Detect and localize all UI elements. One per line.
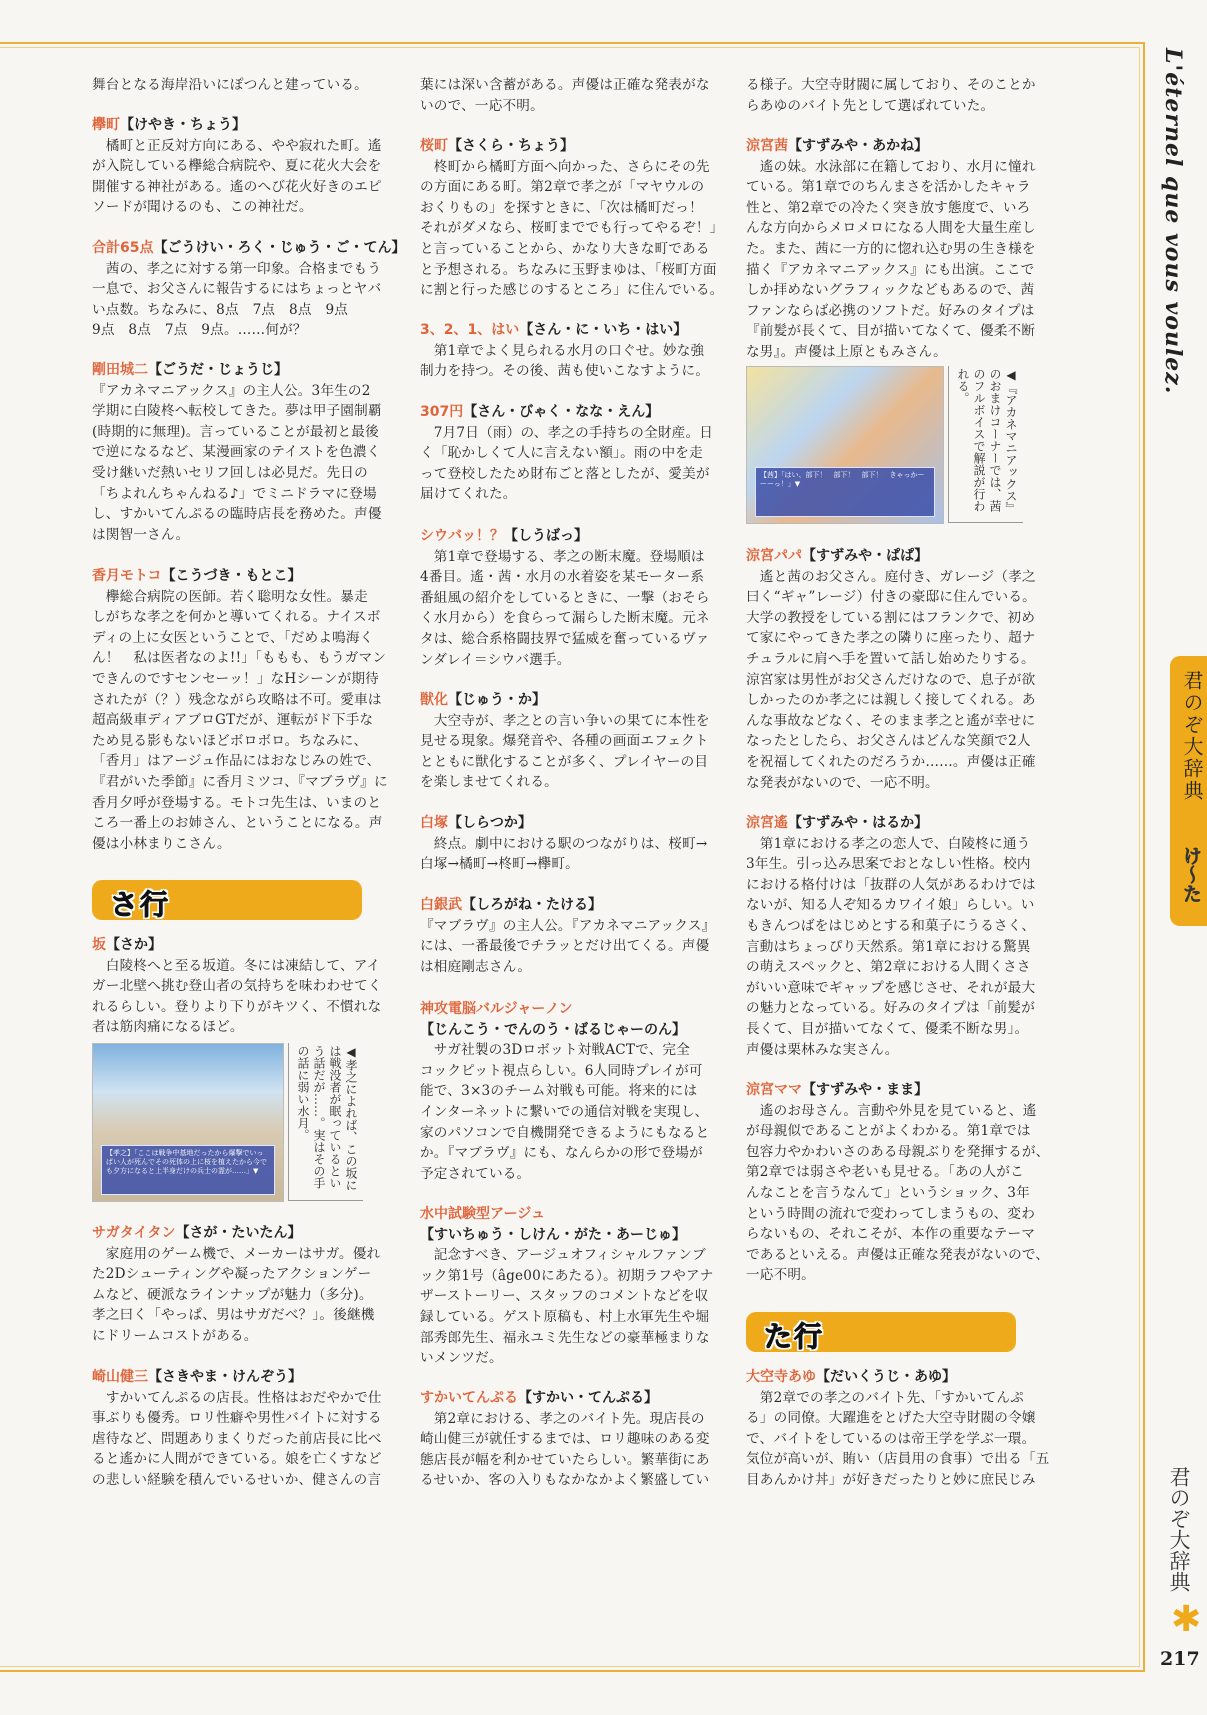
body-text-line: 虐待など、問題ありまくりだった前店長に比べ [92, 1430, 382, 1447]
entry-title: 3、2、1、はい [420, 322, 520, 338]
entry-heading [746, 1367, 1036, 1388]
entry-heading [92, 935, 382, 956]
entry-title: サガタイタン [92, 1225, 176, 1241]
entry-reading: 【さが・たいたん】 [175, 1225, 302, 1241]
entry-title: シウバッ！？ [420, 528, 504, 544]
entry-title: 合計65点 [92, 240, 154, 256]
dictionary-entry [92, 115, 382, 218]
dictionary-entry [92, 1223, 382, 1347]
body-text-line: 制力を持つ。その後、茜も使いこなすように。 [420, 363, 710, 380]
body-text-line: 番組風の紹介をしているときに、一撃（おそら [420, 589, 710, 606]
body-text-line: は相庭剛志さん。 [420, 958, 532, 975]
entry-reading: 【じゅう・か】 [448, 692, 546, 708]
entry-title: 涼宮茜 [746, 138, 788, 154]
entry-reading: 【さん・びゃく・なな・えん】 [463, 404, 660, 420]
body-text-line: い点数。ちなみに、8点 7点 8点 9点 [92, 301, 349, 318]
entry-heading [92, 115, 382, 136]
dictionary-entry [746, 813, 1036, 1060]
entry-reading: 【すずみや・ぱぱ】 [802, 548, 929, 564]
tab-title: 君のぞ大辞典 [1180, 670, 1204, 802]
body-text-line: の魅力となっている。好みのタイプは「前髪が [746, 1000, 1035, 1017]
body-text-line: を祝福してくれたのだろうか……。声優は正確 [746, 753, 1036, 770]
entry-reading: 【すずみや・まま】 [802, 1082, 929, 1098]
body-text-line: 第1章における孝之の恋人で、白陵柊に通う [746, 835, 1031, 852]
entry-reading-line [420, 1225, 710, 1246]
body-text-line: いので、一応不明。 [420, 97, 544, 114]
body-text-line: 『君がいた季節』に香月ミツコ、『マブラヴ』に [92, 773, 388, 790]
body-text-line: 欅総合病院の医師。若く聡明な女性。暴走 [92, 588, 368, 605]
body-text-line: ると遙かに人間ができている。娘を亡くすなど [92, 1451, 382, 1468]
body-text-line: し、すかいてんぷるの臨時店長を務めた。声優 [92, 506, 382, 523]
body-text-line: しか拝めないグラフィックなどもあるので、茜 [746, 282, 1035, 299]
footer-title: 君のぞ大辞典 [1167, 1466, 1191, 1592]
entry-heading [92, 238, 406, 259]
entry-title: 水中試験型アージュ [420, 1206, 546, 1222]
entry-title: 涼宮ママ [746, 1082, 802, 1098]
entry-title: 坂 [92, 937, 106, 953]
column-left [92, 0, 406, 1488]
body-text-line: 予定されている。 [420, 1165, 531, 1182]
entry-reading: 【けやき・ちょう】 [120, 117, 246, 133]
body-text-line: タは、総合系格闘技界で猛威を奮っているヴァ [420, 630, 710, 647]
entry-heading [420, 320, 710, 341]
body-text-line: で、バイトをしているのは帝王学を学ぶ一環。 [746, 1430, 1036, 1447]
dictionary-entry [420, 690, 710, 793]
body-text-line: れるらしい。登りより下りがキツく、不慣れな [92, 998, 382, 1015]
dialogue-box: 【茜】「はい、部下！ 部下！ 部下！ きゃっかーーーっ！」▼ [755, 467, 935, 517]
body-text-line: く「恥かしくて人に言えない額」。雨の中を走 [420, 445, 703, 462]
entry-heading [420, 526, 710, 547]
body-text-line: チュラルに肩へ手を置いて話し始めたりする。 [746, 650, 1035, 667]
body-text-line: 「ちよれんちゃんねる♪」でミニドラマに登場 [92, 485, 377, 502]
body-text-line: であるといえる。声優は正確な発表がないので、 [746, 1246, 1050, 1263]
entry-heading [746, 546, 1036, 567]
body-text-line: ック第1号（âge00にあたる）。初期ラフやアナ [420, 1267, 714, 1284]
body-text-line: ん！ 私は医者なのよ!!」「ももも、もうガマン [92, 650, 387, 667]
column-right [746, 0, 1050, 1488]
entry-title: 剛田城二 [92, 362, 148, 378]
body-text-line: 遙の妹。水泳部に在籍しており、水月に憧れ [746, 158, 1036, 175]
body-text-line: 描く『アカネマニアックス』にも出演。ここで [746, 261, 1035, 278]
entry-reading: 【さん・に・いち・はい】 [519, 322, 688, 338]
body-text-line: 7月7日（雨）の、孝之の手持ちの全財産。日 [420, 424, 714, 441]
entry-title: 涼宮遙 [746, 815, 788, 831]
body-text-line: 届けてくれた。 [420, 486, 517, 503]
body-text-line: しかったのか孝之には親しく接してくれる。あ [746, 692, 1036, 709]
body-text-line: 気位が高いが、賄い（店員用の食事）で出る「五 [746, 1451, 1050, 1468]
entry-heading [92, 360, 382, 381]
entry-title: 崎山健三 [92, 1369, 148, 1385]
body-text-line: 遙のお母さん。言動や外見を見ていると、遙 [746, 1102, 1037, 1119]
body-text-line: ファンならば必携のソフトだ。好みのタイプは [746, 302, 1035, 319]
dictionary-entry [92, 566, 388, 854]
body-text-line: の悲しい経験を積んでいるせいか、健さんの言 [92, 1471, 382, 1488]
body-text-line: んな事故などなく、そのまま孝之と遙が幸せに [746, 712, 1036, 729]
page-number: 217 [1160, 1648, 1200, 1670]
entry-heading [92, 1223, 382, 1244]
entry-title: 涼宮パパ [746, 548, 802, 564]
body-text-line: しがちな孝之を何かと導いてくれる。ナイスボ [92, 609, 381, 626]
body-text-line: 能で、3×3のチーム対戦も可能。将来的には [420, 1083, 698, 1100]
entry-reading: 【すかい・てんぷる】 [518, 1390, 658, 1406]
figure-caption: ◀『アカネマニアックス』のおまけコーナーでは、茜のフルボイスで解説が行われる。 [948, 366, 1023, 523]
dictionary-entry [420, 526, 710, 670]
body-text-line: 記念すべき、アージュオフィシャルファンブ [420, 1247, 706, 1264]
entry-reading: 【だいくうじ・あゆ】 [816, 1369, 956, 1385]
body-text-line: た2Dシューティングや凝ったアクションゲー [92, 1266, 372, 1283]
body-text-line: 4番目。遙・茜・水月の水着姿を某モーター系 [420, 569, 705, 586]
body-text-line: ないが、知る人ぞ知るカワイイ娘」らしい。い [746, 897, 1035, 914]
dictionary-entry [420, 136, 724, 301]
body-text-line: って登校したため財布ごと落としたが、愛美が [420, 465, 710, 482]
entry-title: すかいてんぷる [420, 1390, 518, 1406]
body-text-line: には、一番最後でチラッとだけ出てくる。声優 [420, 938, 710, 955]
body-text-line: 崎山健三が就任するまでは、ロリ趣味のある変 [420, 1431, 710, 1448]
body-text-line: で逆になるなど、某漫画家のテイストを色濃く [92, 444, 381, 461]
entry-reading: 【すずみや・あかね】 [788, 138, 929, 154]
dictionary-entry [420, 1388, 710, 1491]
body-text-line: て家にやってきた孝之の隣りに座ったり、超ナ [746, 630, 1036, 647]
section-index-tab[interactable] [1170, 656, 1207, 926]
body-text-line: の方面にある町。第2章で孝之が「マヤウルの [420, 179, 705, 196]
body-text-line: 学期に白陵柊へ転校してきた。夢は甲子園制覇 [92, 403, 382, 420]
body-text-line: ガー北壁へ挑む登山者の気持ちを味わわせてく [92, 978, 382, 995]
body-text-line: 声優は栗林みな実さん。 [746, 1041, 899, 1058]
body-text-line: 態店長が幅を利かせていたらしい。繁華街にあ [420, 1451, 710, 1468]
entry-title: 大空寺あゆ [746, 1369, 816, 1385]
entry-title: 307円 [420, 404, 464, 420]
body-text-line: か。『マブラヴ』にも、なんらかの形で登場が [420, 1145, 703, 1162]
asterisk-icon: ✱ [1171, 1599, 1202, 1640]
body-text-line: く水月から）を食らって漏らした断末魔。元ネ [420, 610, 710, 627]
body-text-line: インターネットに繋いでの通信対戦を実現し、 [420, 1103, 709, 1120]
body-text-line: 性と、第2章での冷たく突き放す態度で、いろ [746, 199, 1031, 216]
entry-heading [92, 566, 382, 587]
body-text-line: 目あんかけ丼」が好きだったりと妙に庶民じみ [746, 1471, 1036, 1488]
body-text-line: んなことを言うなんて」というショック、3年 [746, 1184, 1030, 1201]
entry-heading [420, 402, 710, 423]
body-text-line: にドリームコストがある。 [92, 1327, 258, 1344]
body-text-line: ころ一番上のお姉さん、ということになる。声 [92, 815, 383, 832]
body-text-line: 第1章で登場する、孝之の断末魔。登場順は [420, 548, 705, 565]
body-text-line: サガ社製の3Dロボット対戦ACTで、完全 [420, 1042, 690, 1059]
body-text-line: (時期的に無理)。言っていることが最初と最後 [92, 423, 379, 440]
entry-reading-line [420, 1020, 710, 1041]
body-text-line: 9点 8点 7点 9点。……何が？ [92, 322, 307, 339]
body-text-line: 第2章では弱さや老いも見せる。「あの人がこ [746, 1164, 1024, 1181]
entry-reading: 【こうづき・もとこ】 [161, 568, 302, 584]
body-text-line: 『マブラヴ』の主人公。『アカネマニアックス』 [420, 917, 716, 934]
body-text-line: る」の同僚。大躍進をとげた大空寺財閥の令嬢 [746, 1410, 1036, 1427]
body-text-line: と言っていることから、かなり大きな町である [420, 240, 710, 257]
entry-reading: 【しろがね・たける】 [462, 897, 602, 913]
entry-heading [746, 1080, 1036, 1101]
body-text-line: 橘町と正反対方向にある、やや寂れた町。遙 [92, 137, 382, 154]
continued-text [746, 75, 1036, 116]
body-text-line: は関智一さん。 [92, 526, 190, 543]
body-text-line: 一応不明。 [746, 1267, 815, 1284]
body-text-line: なったとしたら、お父さんはどんな笑顔で2人 [746, 733, 1031, 750]
entry-heading [420, 690, 710, 711]
dictionary-entry [420, 895, 716, 977]
body-text-line: ため見る影もないほどボロボロ。ちなみに、 [92, 732, 368, 749]
body-text-line: 者は筋肉痛になるほど。 [92, 1019, 244, 1036]
body-text-line: 超高級車ディアブロGTだが、運転がド下手な [92, 712, 374, 729]
figure-caption: ◀孝之によれば、この坂には戦没者が眠っているという話だが……。実はその手の話に弱い水月。 [288, 1043, 363, 1201]
entry-heading [420, 895, 710, 916]
body-text-line: が入院している欅総合病院や、夏に花火大会を [92, 158, 382, 175]
body-text-line: ムなど、硬派なラインナップが魅力（多分)。 [92, 1286, 373, 1303]
entry-reading: 【さか】 [106, 937, 162, 953]
body-text-line: 『前髪が長くて、目が描いてなくて、優柔不断 [746, 323, 1036, 340]
entry-reading: 【じんこう・でんのう・ばるじゃーのん】 [420, 1021, 686, 1038]
body-text-line: 柊町から橘町方面へ向かった、さらにその先 [420, 158, 710, 175]
body-text-line: らないもの、それこそが、本作の重要なテーマ [746, 1226, 1036, 1243]
body-text-line: がいい意味でギャップを感じさせ、それが最大 [746, 979, 1036, 996]
body-text-line: 第2章における、孝之のバイト先。現店長の [420, 1410, 705, 1427]
dictionary-entry [92, 238, 406, 341]
body-text-line: ンダレイ＝シウバ選手。 [420, 651, 571, 668]
body-text-line: な男』。声優は上原ともみさん。 [746, 343, 947, 360]
body-text-line: それがダメなら、桜町まででも行ってやるぞ！」 [420, 220, 724, 237]
entry-reading: 【さくら・ちょう】 [448, 138, 574, 154]
body-text-line: 遙と茜のお父さん。庭付き、ガレージ（孝之 [746, 568, 1036, 585]
body-text-line: 孝之曰く「やっぱ、男はサガだべ？」。後継機 [92, 1307, 375, 1324]
body-text-line: における格付けは「抜群の人気があるわけでは [746, 876, 1036, 893]
body-text-line: 香月夕呼が登場する。モトコ先生は、いまのと [92, 794, 382, 811]
entry-heading [420, 1204, 710, 1225]
body-text-line: 事ぶりも優秀。ロリ性癖や男性バイトに対する [92, 1410, 382, 1427]
body-text-line: 第2章での孝之のバイト先、「すかいてんぷ [746, 1389, 1024, 1406]
dictionary-entry [420, 813, 710, 875]
body-text-line: 見せる現象。爆発音や、各種の画面エフェクト [420, 733, 709, 750]
dictionary-entry [746, 1080, 1050, 1286]
body-text-line: 開催する神社がある。遙のへび花火好きのエピ [92, 178, 382, 195]
entry-reading: 【ごうけい・ろく・じゅう・ご・てん】 [153, 240, 406, 256]
body-text-line: と予想される。ちなみに玉野まゆは、「桜町方面 [420, 261, 717, 278]
body-text-line: 家のパソコンで自機開発できるようにもなると [420, 1124, 710, 1141]
body-text-line: 家庭用のゲーム機で、メーカーはサガ。優れ [92, 1245, 381, 1262]
tab-range: け〜た [1180, 846, 1202, 903]
body-text-line: 涼宮家は男性がお父さんだけなので、息子が欲 [746, 671, 1036, 688]
body-text-line: 録している。ゲスト原稿も、村上水軍先生や堀 [420, 1308, 710, 1325]
body-text-line: 大空寺が、孝之との言い争いの果てに本性を [420, 712, 710, 729]
entry-heading [420, 136, 710, 157]
body-text-line: ザーストーリー、スタッフのコメントなどを収 [420, 1288, 709, 1305]
body-text-line: ソードが聞けるのも、この神社だ。 [92, 199, 313, 216]
body-text-line: 受け継いだ熱いセリフ回しは必見だ。先日の [92, 464, 368, 481]
body-text-line: 優は小林まりこさん。 [92, 835, 231, 852]
entry-title: 桜町 [420, 138, 448, 154]
dictionary-entry [420, 320, 710, 382]
entry-reading: 【さきやま・けんぞう】 [148, 1369, 302, 1385]
body-text-line: もきんつばをはじめとする和菓子にうるさく、 [746, 917, 1036, 934]
dictionary-entry [746, 136, 1036, 363]
body-text-line: コックピット視点らしい。6人同時プレイが可 [420, 1062, 703, 1079]
continued-text [92, 75, 382, 96]
entry-title: 神攻電脳バルジャーノン [420, 1001, 573, 1017]
body-text-line: ている。第1章でのちんまさを活かしたキャラ [746, 179, 1031, 196]
body-text-line: 終点。劇中における駅のつながりは、桜町→ [420, 835, 708, 852]
dictionary-entry [420, 999, 710, 1184]
entry-heading [420, 999, 710, 1020]
body-text-line: 長くて、目が描いてなくて、優柔不断な男」。 [746, 1020, 1029, 1037]
body-text-line: とともに獣化することが多く、プレイヤーの目 [420, 753, 709, 770]
section-banner [746, 1312, 1016, 1352]
body-text-line: 大学の教授をしている割にはフランクで、初め [746, 609, 1036, 626]
section-banner-label: さ行 [110, 888, 171, 921]
body-text-line: を楽しませてくれる。 [420, 774, 558, 791]
body-text-line: るせいか、客の入りもなかなかよく繁盛してい [420, 1472, 710, 1489]
dictionary-entry [746, 546, 1036, 793]
body-text-line: 包容力やかわいさのある母親ぶりを発揮するが、 [746, 1143, 1050, 1160]
entry-reading: 【しらつか】 [448, 815, 532, 831]
body-text-line: 『アカネマニアックス』の主人公。3年生の2 [92, 382, 371, 399]
dictionary-entry [92, 1367, 382, 1491]
body-text-line: ディの上に女医ということで、「だめよ鳴海く [92, 629, 374, 646]
body-text-line: 舞台となる海岸沿いにぽつんと建っている。 [92, 77, 368, 93]
dictionary-entry [92, 935, 382, 1038]
entry-heading [420, 813, 710, 834]
entry-title: 香月モトコ [92, 568, 162, 584]
entry-reading: 【すいちゅう・しけん・がた・あーじゅ】 [420, 1226, 686, 1243]
body-text-line: る様子。大空寺財閥に属しており、そのことか [746, 77, 1036, 93]
body-text-line: 曰く“ギャ”レージ）付きの豪邸に住んでいる。 [746, 589, 1036, 606]
body-text-line: た。また、茜に一方的に惚れ込む男の生き様を [746, 240, 1036, 257]
body-text-line: 一息で、お父さんに報告するにはちょっとヤバ [92, 281, 382, 298]
entry-title: 獣化 [420, 692, 448, 708]
entry-reading: 【すずみや・はるか】 [788, 815, 929, 831]
body-text-line: 言動はちょっぴり天然系。第1章における驚異 [746, 938, 1031, 955]
body-text-line: に割と行った感じのするところ」に住んでいる。 [420, 282, 724, 299]
body-text-line: おくりもの」を探すときに、「次は橘町だっ！ [420, 199, 703, 216]
body-text-line: 3年生。引っ込み思案でおとなしい性格。校内 [746, 856, 1031, 873]
game-screenshot [746, 366, 944, 524]
body-text-line: な発表がないので、一応不明。 [746, 774, 939, 791]
body-text-line: の萌えスペックと、第2章における人間くささ [746, 959, 1031, 976]
body-text-line: 葉には深い含蓄がある。声優は正確な発表がな [420, 77, 710, 93]
entry-title: 白塚 [420, 815, 448, 831]
entry-heading [92, 1367, 382, 1388]
body-text-line: 白塚→橘町→柊町→欅町。 [420, 856, 579, 873]
section-banner [92, 880, 362, 920]
entry-title: 欅町 [92, 117, 120, 133]
body-text-line: 茜の、孝之に対する第一印象。合格までもう [92, 260, 382, 277]
dialogue-box: 【孝之】「ここは戦争中基地だったから爆撃でいっぱい人が死んでその死体の上に桜を植えたから今でも夕方になると上半身だけの兵士の霊が……」▼ [101, 1145, 275, 1195]
body-text-line: 部秀郎先生、福永ユミ先生などの豪華極まりな [420, 1329, 710, 1346]
entry-heading [746, 813, 1036, 834]
body-text-line: らあゆのバイト先として選ばれていた。 [746, 97, 995, 114]
body-text-line: 第1章でよく見られる水月の口ぐせ。妙な強 [420, 342, 705, 359]
body-text-line: いメンツだ。 [420, 1350, 503, 1367]
body-text-line: 「香月」はアージュ作品にはおなじみの姓で、 [92, 753, 381, 770]
dictionary-entry [420, 402, 714, 505]
continued-text [420, 75, 710, 116]
dictionary-entry [420, 1204, 714, 1369]
entry-heading [420, 1388, 710, 1409]
entry-heading [746, 136, 1036, 157]
entry-reading: 【ごうだ・じょうじ】 [148, 362, 288, 378]
body-text-line: という時間の流れで変わってしまうもの、変わ [746, 1205, 1035, 1222]
entry-title: 白銀武 [420, 897, 462, 913]
motto-text: L'éternel que vous voulez. [1160, 48, 1186, 395]
body-text-line: んな方向からメロメロになる人間を大量生産し [746, 220, 1036, 237]
dictionary-entry [92, 360, 382, 545]
body-text-line: されたが（？）残念ながら攻略は不可。愛車は [92, 691, 382, 708]
body-text-line: すかいてんぷるの店長。性格はおだやかで仕 [92, 1389, 382, 1406]
game-screenshot [92, 1043, 284, 1202]
entry-reading: 【しうばっ】 [504, 528, 588, 544]
dictionary-entry [746, 1367, 1050, 1491]
body-text-line: が母親似であることがよくわかる。第1章では [746, 1123, 1031, 1140]
body-text-line: できんのですセンセーッ！」なHシーンが期待 [92, 670, 379, 687]
body-text-line: 白陵柊へと至る坂道。冬には凍結して、アイ [92, 957, 381, 974]
section-banner-label: た行 [764, 1320, 825, 1353]
